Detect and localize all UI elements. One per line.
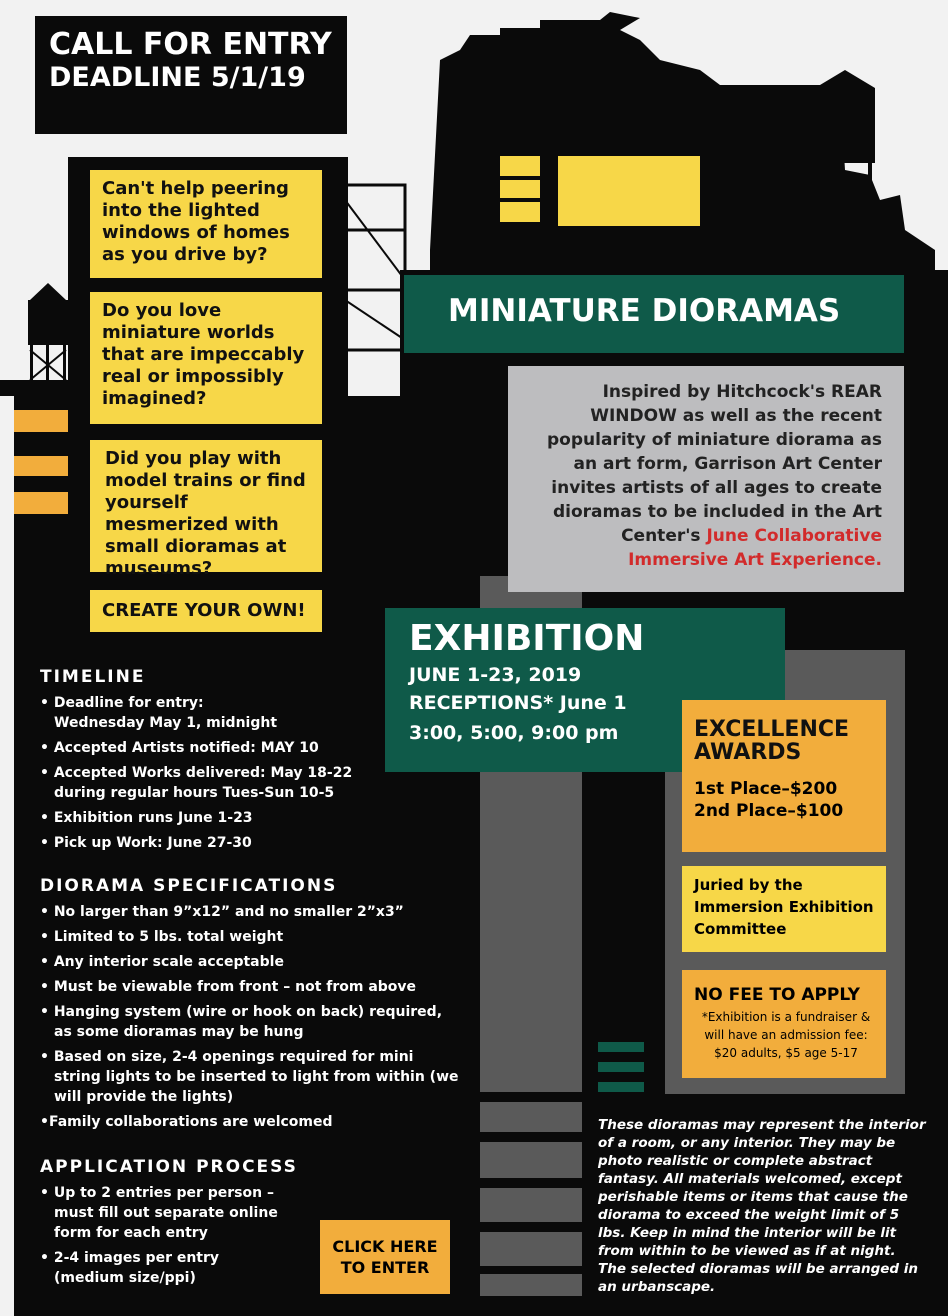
question-box: Can't help peering into the lighted windows of homes as you drive by? — [90, 170, 322, 278]
teal-window — [598, 1082, 644, 1092]
description-note: These dioramas may represent the interior of a room, or any interior. They may be photo realistic or complete abstract fantasy. All materials welcomed, except perishable items or items that cause the diorama to exceed the weight limit of 5 lbs. Keep in mind the interior will be lit from within to be viewed as if at night. The selected dioramas will be arranged in an urbanscape. — [598, 1117, 926, 1295]
fee-note: *Exhibition is a fundraiser & will have an admission fee: $20 adults, $5 age 5-17 — [701, 1010, 871, 1060]
create-your-own: CREATE YOUR OWN! — [90, 590, 322, 632]
lit-window — [558, 156, 700, 226]
list-item: • Based on size, 2-4 openings required for mini string lights to be inserted to light from within (we will provide the lights) — [40, 1047, 460, 1107]
exhibition-heading: EXHIBITION — [409, 618, 645, 659]
page-title: MINIATURE DIORAMAS — [448, 293, 841, 329]
list-item: • Any interior scale acceptable — [40, 952, 460, 972]
list-item: • No larger than 9”x12” and no smaller 2”x3” — [40, 902, 460, 922]
deadline: DEADLINE 5/1/19 — [49, 62, 306, 93]
question-box: Do you love miniature worlds that are impeccably real or impossibly imagined? — [90, 292, 322, 424]
lit-window — [14, 410, 68, 432]
intro-box — [508, 366, 904, 592]
list-item: • Up to 2 entries per person – must fill out separate online form for each entry — [40, 1183, 320, 1243]
tower-divider — [480, 1092, 582, 1102]
fee-box — [682, 970, 886, 1078]
window-divider — [500, 176, 540, 180]
intro-highlight: June Collaborative Immersive Art Experience. — [628, 526, 882, 570]
intro-text: Inspired by Hitchcock's REAR WINDOW as well as the recent popularity of miniature diorama as an art form, Garrison Art Center invites artists of all ages to create dioramas to be included in the Art Center's — [547, 382, 882, 546]
specs-heading: DIORAMA SPECIFICATIONS — [40, 876, 338, 896]
tower-divider — [480, 1266, 582, 1274]
lit-window — [14, 456, 68, 476]
window-divider — [500, 198, 540, 202]
list-item: • Exhibition runs June 1-23 — [40, 808, 470, 828]
application-heading: APPLICATION PROCESS — [40, 1157, 298, 1177]
list-item: • Accepted Artists notified: MAY 10 — [40, 738, 470, 758]
tower-divider — [480, 1132, 582, 1142]
list-item: • Hanging system (wire or hook on back) required, as some dioramas may be hung — [40, 1002, 460, 1042]
lit-window — [14, 492, 68, 514]
timeline-list — [40, 693, 470, 853]
question-box: Did you play with model trains or find yourself mesmerized with small dioramas at museums? — [90, 440, 322, 572]
list-item: • 2-4 images per entry (medium size/ppi) — [40, 1248, 320, 1288]
teal-window — [598, 1042, 644, 1052]
title-banner — [404, 275, 904, 353]
specs-list — [40, 902, 460, 1107]
award-second: 2nd Place–$100 — [694, 801, 844, 821]
award-first: 1st Place–$200 — [694, 779, 838, 799]
call-line1: CALL FOR ENTRY — [49, 27, 332, 62]
list-item: • Deadline for entry: Wednesday May 1, midnight — [40, 693, 470, 733]
tower-divider — [480, 1222, 582, 1232]
juried-box: Juried by the Immersion Exhibition Committee — [682, 866, 886, 952]
specs-section — [40, 876, 460, 1132]
lit-window — [500, 156, 540, 222]
application-list — [40, 1183, 320, 1288]
family-note: •Family collaborations are welcomed — [40, 1114, 333, 1130]
call-for-entry-box — [35, 16, 347, 134]
teal-window — [598, 1062, 644, 1072]
timeline-section — [40, 667, 470, 858]
timeline-heading: TIMELINE — [40, 667, 146, 687]
exhibition-dates: JUNE 1-23, 2019 — [409, 664, 582, 686]
awards-box — [682, 700, 886, 852]
list-item: • Pick up Work: June 27-30 — [40, 833, 470, 853]
list-item: • Must be viewable from front – not from above — [40, 977, 460, 997]
exhibition-times: 3:00, 5:00, 9:00 pm — [409, 722, 619, 744]
awards-title: EXCELLENCE AWARDS — [694, 717, 850, 765]
application-section — [40, 1157, 320, 1293]
fee-title: NO FEE TO APPLY — [694, 985, 860, 1005]
list-item: • Limited to 5 lbs. total weight — [40, 927, 460, 947]
tower-divider — [480, 1178, 582, 1188]
exhibition-receptions: RECEPTIONS* June 1 — [409, 692, 627, 714]
click-here-to-enter-button[interactable]: CLICK HERE TO ENTER — [320, 1220, 450, 1294]
list-item: • Accepted Works delivered: May 18-22 during regular hours Tues-Sun 10-5 — [40, 763, 470, 803]
